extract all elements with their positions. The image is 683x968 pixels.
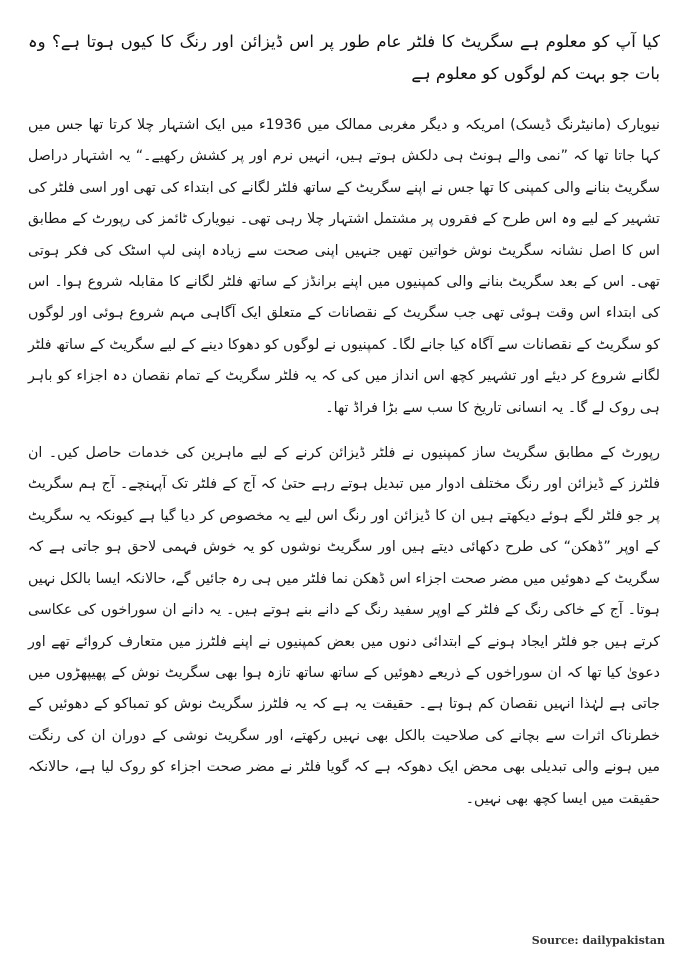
source-credit: Source: dailypakistan bbox=[531, 934, 665, 947]
article bbox=[28, 26, 660, 829]
article-paragraph: رپورٹ کے مطابق سگریٹ ساز کمپنیوں نے فلٹر ڈیزائن کرنے کے لیے ماہرین کی خدمات حاصل کیں۔ ان فلٹرز کے ڈیزائن اور رنگ مختلف ادوار میں تبدیل ہوتے رہے حتیٰ کہ آج کے فلٹر تک آپہنچے۔ آج ہم سگریٹ پر جو فلٹر لگے ہوئے دیکھتے ہیں ان کا ڈیزائن اور رنگ اس لیے یہ مخصوص کر دیا گیا ہے کیونکہ یہ سگریٹ کے اوپر ”ڈھکن“ کی طرح دکھائی دیتے ہیں اور سگریٹ نوشوں کو یہ خوش فہمی لاحق ہو جاتی ہے کہ سگریٹ کے دھوئیں میں مضر صحت اجزاء اس ڈھکن نما فلٹر میں ہی رہ جائیں گے، حالانکہ ایسا بالکل نہیں ہوتا۔ آج کے خاکی رنگ کے فلٹر کے اوپر سفید رنگ کے دانے بنے ہوتے ہیں۔ یہ دانے ان سوراخوں کی عکاسی کرتے ہیں جو فلٹر ایجاد ہونے کے ابتدائی دنوں میں بعض کمپنیوں نے اپنے فلٹرز میں متعارف کروائے تھے اور دعویٰ کیا تھا کہ ان سوراخوں کے ذریعے دھوئیں کے ساتھ ساتھ تازہ ہوا بھی سگریٹ نوش کے پھیپھڑوں میں جاتی ہے لہٰذا انہیں نقصان کم ہوتا ہے۔ حقیقت یہ ہے کہ یہ فلٹرز سگریٹ نوش کو تمباکو کے دھوئیں کے خطرناک اثرات سے بچانے کی صلاحیت بالکل بھی نہیں رکھتے، اور سگریٹ نوشی کے دوران ان کی رنگت میں ہونے والی تبدیلی بھی محض ایک دھوکہ ہے کہ گویا فلٹر نے مضر صحت اجزاء کو روک لیا ہے، حالانکہ حقیقت میں ایسا کچھ بھی نہیں۔ bbox=[28, 445, 660, 807]
article-headline: کیا آپ کو معلوم ہے سگریٹ کا فلٹر عام طور پر اس ڈیزائن اور رنگ کا کیوں ہوتا ہے؟ وہ بات جو بہت کم لوگوں کو معلوم ہے bbox=[28, 32, 660, 83]
article-paragraph: نیویارک (مانیٹرنگ ڈیسک) امریکہ و دیگر مغربی ممالک میں 1936ء میں ایک اشتہار چلا کرتا تھا جس میں کہا جاتا تھا کہ ”نمی والے ہونٹ ہی دلکش ہوتے ہیں، انہیں نرم اور پر کشش رکھیے۔“ یہ اشتہار دراصل سگریٹ بنانے والی کمپنی کا تھا جس نے اپنے سگریٹ کے ساتھ فلٹر لگانے کی ابتداء کی تھی اور اسی فلٹر کی تشہیر کے لیے وہ اس طرح کے فقروں پر مشتمل اشتہار چلا رہی تھی۔ نیویارک ٹائمز کی رپورٹ کے مطابق اس کا اصل نشانہ سگریٹ نوش خواتین تھیں جنہیں اپنی صحت سے زیادہ اپنی لپ اسٹک کی فکر ہوتی تھی۔ اس کے بعد سگریٹ بنانے والی کمپنیوں میں اپنے برانڈز کے ساتھ فلٹر لگانے کا مقابلہ شروع ہوا۔ اس کی ابتداء اس وقت ہوئی تھی جب سگریٹ کے نقصانات کے متعلق ایک آگاہی مہم شروع ہوئی اور لوگوں کو سگریٹ کے نقصانات سے آگاہ کیا جانے لگا۔ کمپنیوں نے لوگوں کو دھوکا دینے کے لیے سگریٹ کے ساتھ فلٹر لگانے شروع کر دیئے اور تشہیر کچھ اس انداز میں کی کہ یہ فلٹر سگریٹ کے تمام نقصان دہ اجزاء کو باہر ہی روک لے گا۔ یہ انسانی تاریخ کا سب سے بڑا فراڈ تھا۔ bbox=[28, 117, 660, 416]
